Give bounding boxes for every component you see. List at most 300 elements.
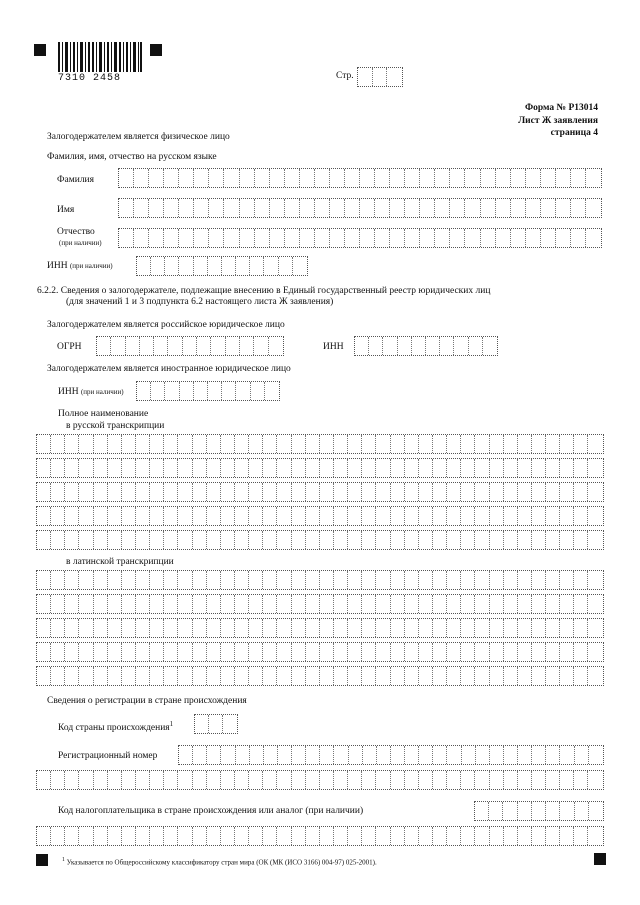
character-cell[interactable]: [348, 619, 362, 637]
character-cell[interactable]: [345, 229, 360, 247]
character-cell[interactable]: [440, 337, 454, 355]
character-cell[interactable]: [51, 531, 65, 549]
character-cell[interactable]: [405, 459, 419, 477]
character-cell[interactable]: [518, 643, 532, 661]
character-cell[interactable]: [193, 483, 207, 501]
character-cell[interactable]: [235, 643, 249, 661]
character-cell[interactable]: [560, 483, 574, 501]
character-cell[interactable]: [447, 827, 461, 845]
character-cell[interactable]: [454, 337, 468, 355]
character-cell[interactable]: [546, 619, 560, 637]
character-cell[interactable]: [369, 337, 383, 355]
character-cell[interactable]: [136, 595, 150, 613]
character-cell[interactable]: [240, 337, 254, 355]
character-cell[interactable]: [526, 199, 541, 217]
character-cell[interactable]: [490, 459, 504, 477]
character-cell[interactable]: [560, 507, 574, 525]
character-cell[interactable]: [164, 827, 178, 845]
character-cell[interactable]: [546, 507, 560, 525]
character-cell[interactable]: [348, 595, 362, 613]
character-cell[interactable]: [532, 595, 546, 613]
character-cell[interactable]: [221, 746, 235, 764]
character-cell[interactable]: [373, 68, 388, 86]
character-cell[interactable]: [108, 667, 122, 685]
character-cell[interactable]: [65, 531, 79, 549]
character-cell[interactable]: [193, 827, 207, 845]
character-cell[interactable]: [490, 483, 504, 501]
character-cell[interactable]: [476, 746, 490, 764]
character-cell[interactable]: [574, 667, 588, 685]
character-cell[interactable]: [292, 483, 306, 501]
character-cell[interactable]: [292, 771, 306, 789]
character-cell[interactable]: [419, 746, 433, 764]
character-cell[interactable]: [277, 619, 291, 637]
character-cell[interactable]: [292, 619, 306, 637]
character-cell[interactable]: [137, 382, 151, 400]
character-cell[interactable]: [447, 483, 461, 501]
character-cell[interactable]: [134, 229, 149, 247]
character-cell[interactable]: [475, 827, 489, 845]
character-cell[interactable]: [126, 337, 140, 355]
character-cell[interactable]: [511, 229, 526, 247]
character-cell[interactable]: [447, 619, 461, 637]
character-cell[interactable]: [122, 643, 136, 661]
character-cell[interactable]: [376, 435, 390, 453]
character-cell[interactable]: [136, 667, 150, 685]
character-cell[interactable]: [391, 746, 405, 764]
character-cell[interactable]: [420, 169, 435, 187]
character-cell[interactable]: [65, 435, 79, 453]
character-cell[interactable]: [405, 435, 419, 453]
character-cell[interactable]: [320, 667, 334, 685]
character-cell[interactable]: [221, 507, 235, 525]
character-cell[interactable]: [94, 435, 108, 453]
character-cell[interactable]: [532, 802, 546, 820]
character-cell[interactable]: [306, 435, 320, 453]
character-cell[interactable]: [475, 771, 489, 789]
character-cell[interactable]: [164, 169, 179, 187]
character-cell[interactable]: [164, 229, 179, 247]
character-cell[interactable]: [315, 169, 330, 187]
character-cell[interactable]: [586, 229, 601, 247]
character-cell[interactable]: [51, 459, 65, 477]
character-cell[interactable]: [140, 337, 154, 355]
character-cell[interactable]: [37, 459, 51, 477]
character-cell[interactable]: [504, 643, 518, 661]
character-cell[interactable]: [79, 531, 93, 549]
character-cell[interactable]: [154, 337, 168, 355]
character-cell[interactable]: [285, 169, 300, 187]
character-cell[interactable]: [51, 619, 65, 637]
character-cell[interactable]: [306, 827, 320, 845]
character-cell[interactable]: [450, 199, 465, 217]
character-cell[interactable]: [183, 337, 197, 355]
character-cell[interactable]: [270, 229, 285, 247]
character-cell[interactable]: [532, 643, 546, 661]
character-cell[interactable]: [475, 531, 489, 549]
character-cell[interactable]: [265, 382, 279, 400]
character-cell[interactable]: [178, 435, 192, 453]
name-field[interactable]: [118, 198, 602, 218]
character-cell[interactable]: [122, 595, 136, 613]
character-cell[interactable]: [193, 571, 207, 589]
character-cell[interactable]: [586, 199, 601, 217]
character-cell[interactable]: [79, 619, 93, 637]
character-cell[interactable]: [221, 827, 235, 845]
russian-name-row-4[interactable]: [36, 506, 604, 526]
character-cell[interactable]: [150, 531, 164, 549]
character-cell[interactable]: [37, 643, 51, 661]
character-cell[interactable]: [348, 435, 362, 453]
character-cell[interactable]: [221, 483, 235, 501]
character-cell[interactable]: [51, 483, 65, 501]
character-cell[interactable]: [504, 746, 518, 764]
character-cell[interactable]: [277, 595, 291, 613]
character-cell[interactable]: [306, 771, 320, 789]
character-cell[interactable]: [405, 827, 419, 845]
character-cell[interactable]: [235, 771, 249, 789]
character-cell[interactable]: [277, 507, 291, 525]
character-cell[interactable]: [320, 619, 334, 637]
character-cell[interactable]: [571, 199, 586, 217]
character-cell[interactable]: [137, 257, 151, 275]
character-cell[interactable]: [51, 435, 65, 453]
character-cell[interactable]: [405, 595, 419, 613]
character-cell[interactable]: [193, 746, 207, 764]
character-cell[interactable]: [490, 827, 504, 845]
character-cell[interactable]: [65, 827, 79, 845]
character-cell[interactable]: [136, 459, 150, 477]
character-cell[interactable]: [363, 746, 377, 764]
character-cell[interactable]: [178, 643, 192, 661]
character-cell[interactable]: [264, 746, 278, 764]
character-cell[interactable]: [94, 827, 108, 845]
character-cell[interactable]: [447, 667, 461, 685]
character-cell[interactable]: [387, 68, 402, 86]
character-cell[interactable]: [334, 459, 348, 477]
character-cell[interactable]: [426, 337, 440, 355]
character-cell[interactable]: [532, 459, 546, 477]
character-cell[interactable]: [108, 459, 122, 477]
character-cell[interactable]: [249, 827, 263, 845]
character-cell[interactable]: [334, 619, 348, 637]
character-cell[interactable]: [419, 643, 433, 661]
character-cell[interactable]: [483, 337, 497, 355]
character-cell[interactable]: [263, 643, 277, 661]
character-cell[interactable]: [65, 771, 79, 789]
character-cell[interactable]: [207, 643, 221, 661]
character-cell[interactable]: [588, 435, 602, 453]
character-cell[interactable]: [504, 771, 518, 789]
character-cell[interactable]: [532, 531, 546, 549]
character-cell[interactable]: [465, 169, 480, 187]
latin-name-row-5[interactable]: [36, 666, 604, 686]
character-cell[interactable]: [504, 531, 518, 549]
character-cell[interactable]: [475, 595, 489, 613]
character-cell[interactable]: [360, 229, 375, 247]
character-cell[interactable]: [79, 507, 93, 525]
character-cell[interactable]: [574, 643, 588, 661]
character-cell[interactable]: [300, 229, 315, 247]
character-cell[interactable]: [108, 771, 122, 789]
character-cell[interactable]: [348, 483, 362, 501]
character-cell[interactable]: [518, 802, 532, 820]
character-cell[interactable]: [300, 199, 315, 217]
character-cell[interactable]: [532, 483, 546, 501]
character-cell[interactable]: [405, 619, 419, 637]
character-cell[interactable]: [178, 507, 192, 525]
character-cell[interactable]: [65, 459, 79, 477]
character-cell[interactable]: [546, 746, 560, 764]
character-cell[interactable]: [207, 771, 221, 789]
character-cell[interactable]: [503, 802, 517, 820]
character-cell[interactable]: [435, 169, 450, 187]
character-cell[interactable]: [207, 459, 221, 477]
character-cell[interactable]: [94, 619, 108, 637]
character-cell[interactable]: [222, 382, 236, 400]
character-cell[interactable]: [315, 229, 330, 247]
character-cell[interactable]: [108, 483, 122, 501]
character-cell[interactable]: [461, 507, 475, 525]
character-cell[interactable]: [450, 169, 465, 187]
character-cell[interactable]: [575, 746, 589, 764]
character-cell[interactable]: [150, 571, 164, 589]
character-cell[interactable]: [376, 595, 390, 613]
character-cell[interactable]: [405, 199, 420, 217]
character-cell[interactable]: [518, 827, 532, 845]
character-cell[interactable]: [560, 802, 574, 820]
character-cell[interactable]: [249, 435, 263, 453]
character-cell[interactable]: [285, 199, 300, 217]
character-cell[interactable]: [556, 169, 571, 187]
character-cell[interactable]: [532, 619, 546, 637]
character-cell[interactable]: [334, 571, 348, 589]
character-cell[interactable]: [320, 643, 334, 661]
character-cell[interactable]: [193, 507, 207, 525]
character-cell[interactable]: [461, 667, 475, 685]
character-cell[interactable]: [362, 531, 376, 549]
character-cell[interactable]: [461, 483, 475, 501]
character-cell[interactable]: [334, 595, 348, 613]
character-cell[interactable]: [79, 595, 93, 613]
character-cell[interactable]: [546, 435, 560, 453]
character-cell[interactable]: [37, 827, 51, 845]
character-cell[interactable]: [65, 595, 79, 613]
character-cell[interactable]: [279, 257, 293, 275]
character-cell[interactable]: [447, 595, 461, 613]
character-cell[interactable]: [149, 229, 164, 247]
character-cell[interactable]: [277, 667, 291, 685]
character-cell[interactable]: [433, 643, 447, 661]
character-cell[interactable]: [391, 507, 405, 525]
character-cell[interactable]: [447, 459, 461, 477]
character-cell[interactable]: [504, 435, 518, 453]
character-cell[interactable]: [412, 337, 426, 355]
character-cell[interactable]: [462, 746, 476, 764]
character-cell[interactable]: [348, 643, 362, 661]
character-cell[interactable]: [221, 667, 235, 685]
character-cell[interactable]: [249, 507, 263, 525]
character-cell[interactable]: [358, 68, 373, 86]
character-cell[interactable]: [330, 199, 345, 217]
character-cell[interactable]: [178, 595, 192, 613]
character-cell[interactable]: [461, 827, 475, 845]
character-cell[interactable]: [37, 483, 51, 501]
character-cell[interactable]: [419, 619, 433, 637]
character-cell[interactable]: [376, 507, 390, 525]
character-cell[interactable]: [334, 483, 348, 501]
character-cell[interactable]: [37, 595, 51, 613]
character-cell[interactable]: [79, 771, 93, 789]
character-cell[interactable]: [37, 667, 51, 685]
character-cell[interactable]: [376, 483, 390, 501]
character-cell[interactable]: [556, 199, 571, 217]
character-cell[interactable]: [249, 531, 263, 549]
character-cell[interactable]: [178, 459, 192, 477]
character-cell[interactable]: [292, 571, 306, 589]
character-cell[interactable]: [541, 199, 556, 217]
character-cell[interactable]: [362, 459, 376, 477]
character-cell[interactable]: [94, 771, 108, 789]
character-cell[interactable]: [532, 827, 546, 845]
character-cell[interactable]: [269, 337, 283, 355]
character-cell[interactable]: [511, 199, 526, 217]
character-cell[interactable]: [194, 257, 208, 275]
character-cell[interactable]: [504, 619, 518, 637]
character-cell[interactable]: [150, 595, 164, 613]
character-cell[interactable]: [405, 483, 419, 501]
character-cell[interactable]: [224, 229, 239, 247]
character-cell[interactable]: [197, 337, 211, 355]
character-cell[interactable]: [433, 746, 447, 764]
character-cell[interactable]: [150, 667, 164, 685]
character-cell[interactable]: [207, 435, 221, 453]
character-cell[interactable]: [475, 802, 489, 820]
character-cell[interactable]: [164, 771, 178, 789]
character-cell[interactable]: [420, 229, 435, 247]
character-cell[interactable]: [320, 595, 334, 613]
character-cell[interactable]: [461, 595, 475, 613]
character-cell[interactable]: [334, 667, 348, 685]
character-cell[interactable]: [122, 435, 136, 453]
character-cell[interactable]: [94, 643, 108, 661]
character-cell[interactable]: [447, 507, 461, 525]
character-cell[interactable]: [108, 643, 122, 661]
character-cell[interactable]: [475, 619, 489, 637]
character-cell[interactable]: [560, 643, 574, 661]
character-cell[interactable]: [419, 595, 433, 613]
character-cell[interactable]: [320, 459, 334, 477]
character-cell[interactable]: [461, 771, 475, 789]
character-cell[interactable]: [348, 459, 362, 477]
russian-name-row-3[interactable]: [36, 482, 604, 502]
character-cell[interactable]: [560, 771, 574, 789]
character-cell[interactable]: [419, 507, 433, 525]
character-cell[interactable]: [348, 827, 362, 845]
character-cell[interactable]: [179, 169, 194, 187]
character-cell[interactable]: [270, 199, 285, 217]
character-cell[interactable]: [518, 746, 532, 764]
character-cell[interactable]: [376, 531, 390, 549]
reg-number-row-2[interactable]: [36, 770, 604, 790]
character-cell[interactable]: [348, 771, 362, 789]
character-cell[interactable]: [383, 337, 397, 355]
character-cell[interactable]: [571, 169, 586, 187]
character-cell[interactable]: [236, 382, 250, 400]
character-cell[interactable]: [390, 229, 405, 247]
page-number-field[interactable]: [357, 67, 403, 87]
character-cell[interactable]: [108, 595, 122, 613]
character-cell[interactable]: [391, 827, 405, 845]
character-cell[interactable]: [195, 715, 209, 733]
character-cell[interactable]: [240, 229, 255, 247]
character-cell[interactable]: [65, 667, 79, 685]
character-cell[interactable]: [481, 169, 496, 187]
character-cell[interactable]: [122, 571, 136, 589]
character-cell[interactable]: [360, 169, 375, 187]
character-cell[interactable]: [235, 595, 249, 613]
russian-entity-inn-field[interactable]: [354, 336, 498, 356]
character-cell[interactable]: [490, 595, 504, 613]
character-cell[interactable]: [164, 595, 178, 613]
character-cell[interactable]: [334, 507, 348, 525]
character-cell[interactable]: [465, 199, 480, 217]
character-cell[interactable]: [574, 531, 588, 549]
character-cell[interactable]: [65, 643, 79, 661]
surname-field[interactable]: [118, 168, 602, 188]
character-cell[interactable]: [164, 435, 178, 453]
character-cell[interactable]: [207, 531, 221, 549]
individual-inn-field[interactable]: [136, 256, 308, 276]
character-cell[interactable]: [518, 483, 532, 501]
character-cell[interactable]: [571, 229, 586, 247]
character-cell[interactable]: [249, 483, 263, 501]
character-cell[interactable]: [362, 507, 376, 525]
character-cell[interactable]: [348, 571, 362, 589]
character-cell[interactable]: [348, 667, 362, 685]
character-cell[interactable]: [94, 459, 108, 477]
character-cell[interactable]: [65, 619, 79, 637]
character-cell[interactable]: [150, 619, 164, 637]
character-cell[interactable]: [376, 571, 390, 589]
character-cell[interactable]: [560, 746, 574, 764]
character-cell[interactable]: [518, 619, 532, 637]
character-cell[interactable]: [546, 531, 560, 549]
character-cell[interactable]: [376, 667, 390, 685]
character-cell[interactable]: [94, 483, 108, 501]
character-cell[interactable]: [433, 827, 447, 845]
character-cell[interactable]: [405, 507, 419, 525]
character-cell[interactable]: [255, 229, 270, 247]
character-cell[interactable]: [122, 827, 136, 845]
character-cell[interactable]: [150, 507, 164, 525]
character-cell[interactable]: [209, 169, 224, 187]
character-cell[interactable]: [490, 531, 504, 549]
character-cell[interactable]: [377, 746, 391, 764]
character-cell[interactable]: [179, 746, 193, 764]
character-cell[interactable]: [504, 667, 518, 685]
character-cell[interactable]: [235, 619, 249, 637]
character-cell[interactable]: [376, 459, 390, 477]
character-cell[interactable]: [334, 746, 348, 764]
character-cell[interactable]: [150, 435, 164, 453]
character-cell[interactable]: [235, 827, 249, 845]
character-cell[interactable]: [249, 771, 263, 789]
character-cell[interactable]: [490, 435, 504, 453]
character-cell[interactable]: [180, 382, 194, 400]
character-cell[interactable]: [250, 746, 264, 764]
character-cell[interactable]: [193, 595, 207, 613]
